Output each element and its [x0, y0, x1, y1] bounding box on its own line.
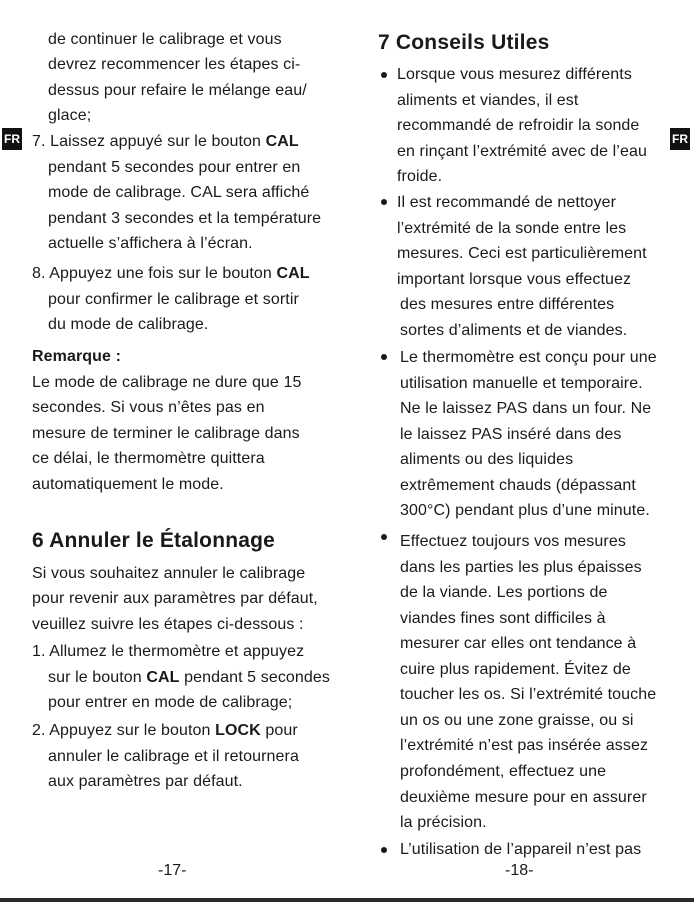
bottom-rule: [0, 898, 694, 902]
text-line: Si vous souhaitez annuler le calibrage: [32, 565, 306, 582]
text-line: extrêmement chauds (dépassant: [400, 477, 636, 494]
text-line: dans les parties les plus épaisses: [400, 559, 642, 576]
text-line: pour confirmer le calibrage et sortir: [48, 291, 299, 308]
cal-key-label: CAL: [265, 133, 299, 150]
cal-key-label: CAL: [146, 669, 180, 686]
step-text: 2. Appuyez sur le bouton: [32, 722, 216, 739]
text-line: la précision.: [400, 814, 487, 831]
bullet-dot: [381, 354, 387, 360]
right-page: [347, 0, 694, 902]
lock-key-label: LOCK: [215, 722, 261, 739]
text-line: un os ou une zone graisse, ou si: [400, 712, 634, 729]
text-line: mesurer car elles ont tendance à: [400, 635, 637, 652]
text-line: pour revenir aux paramètres par défaut,: [32, 590, 318, 607]
cal-key-label: CAL: [276, 265, 310, 282]
text-line: 1. Allumez le thermomètre et appuyez: [32, 643, 305, 660]
text-line: toucher les os. Si l’extrémité touche: [400, 686, 657, 703]
text-line: important lorsque vous effectuez: [397, 271, 632, 288]
text-line: secondes. Si vous n’êtes pas en: [32, 399, 265, 416]
text-line: L’utilisation de l’appareil n’est pas: [400, 841, 642, 858]
text-line: Effectuez toujours vos mesures: [400, 533, 626, 550]
page-number: -18-: [505, 862, 534, 879]
text-line: deuxième mesure pour en assurer: [400, 789, 647, 806]
language-tab-left: FR: [2, 128, 22, 150]
text-line: aliments ou des liquides: [400, 451, 574, 468]
step-text: 8. Appuyez une fois sur le bouton: [32, 265, 277, 282]
text-line: le laissez PAS inséré dans des: [400, 426, 622, 443]
text-line: veuillez suivre les étapes ci-dessous :: [32, 616, 304, 633]
text-line: mesure de terminer le calibrage dans: [32, 425, 300, 442]
text-line: Lorsque vous mesurez différents: [397, 66, 632, 83]
language-tab-right: FR: [670, 128, 690, 150]
text-line: annuler le calibrage et il retournera: [48, 748, 299, 765]
bullet-dot: [381, 199, 387, 205]
text-line: devrez recommencer les étapes ci-: [48, 56, 301, 73]
text-line: mesures. Ceci est particulièrement: [397, 245, 647, 262]
page-number: -17-: [158, 862, 187, 879]
text-line: mode de calibrage. CAL sera affiché: [48, 184, 310, 201]
text-line: [32, 129, 299, 155]
text-line: [32, 261, 310, 287]
text-line: sortes d’aliments et de viandes.: [400, 322, 628, 339]
text-line: Il est recommandé de nettoyer: [397, 194, 617, 211]
text-line: de la viande. Les portions de: [400, 584, 608, 601]
step-text: sur le bouton: [48, 669, 147, 686]
text-line: pendant 3 secondes et la température: [48, 210, 322, 227]
bullet-dot: [381, 72, 387, 78]
step-text: pour: [260, 722, 298, 739]
text-line: en rinçant l’extrémité avec de l’eau: [397, 143, 647, 160]
text-line: Ne le laissez PAS dans un four. Ne: [400, 400, 652, 417]
text-line: recommandé de refroidir la sonde: [397, 117, 640, 134]
text-line: l’extrémité n’est pas insérée assez: [400, 737, 649, 754]
text-line: de continuer le calibrage et vous: [48, 31, 282, 48]
section-6-heading: 6 Annuler le Étalonnage: [32, 529, 276, 552]
text-line: aux paramètres par défaut.: [48, 773, 243, 790]
section-7-heading: 7 Conseils Utiles: [378, 31, 550, 54]
text-line: [48, 665, 330, 691]
text-line: pour entrer en mode de calibrage;: [48, 694, 293, 711]
step-text: 7. Laissez appuyé sur le bouton: [32, 133, 266, 150]
text-line: [32, 718, 298, 744]
text-line: aliments et viandes, il est: [397, 92, 579, 109]
text-line: utilisation manuelle et temporaire.: [400, 375, 643, 392]
step-text: pendant 5 secondes: [179, 669, 331, 686]
text-line: cuire plus rapidement. Évitez de: [400, 661, 631, 678]
text-line: ce délai, le thermomètre quittera: [32, 450, 265, 467]
text-line: profondément, effectuez une: [400, 763, 607, 780]
text-line: viandes fines sont difficiles à: [400, 610, 606, 627]
bullet-dot: [381, 534, 387, 540]
text-line: froide.: [397, 168, 443, 185]
text-line: actuelle s’affichera à l’écran.: [48, 235, 253, 252]
text-line: 300°C) pendant plus d’une minute.: [400, 502, 650, 519]
bullet-dot: [381, 847, 387, 853]
text-line: des mesures entre différentes: [400, 296, 615, 313]
text-line: automatiquement le mode.: [32, 476, 224, 493]
text-line: glace;: [48, 107, 92, 124]
text-line: pendant 5 secondes pour entrer en: [48, 159, 301, 176]
text-line: dessus pour refaire le mélange eau/: [48, 82, 307, 99]
text-line: Le mode de calibrage ne dure que 15: [32, 374, 302, 391]
remark-title: Remarque :: [32, 348, 122, 365]
text-line: Le thermomètre est conçu pour une: [400, 349, 657, 366]
text-line: du mode de calibrage.: [48, 316, 209, 333]
text-line: l’extrémité de la sonde entre les: [397, 220, 627, 237]
